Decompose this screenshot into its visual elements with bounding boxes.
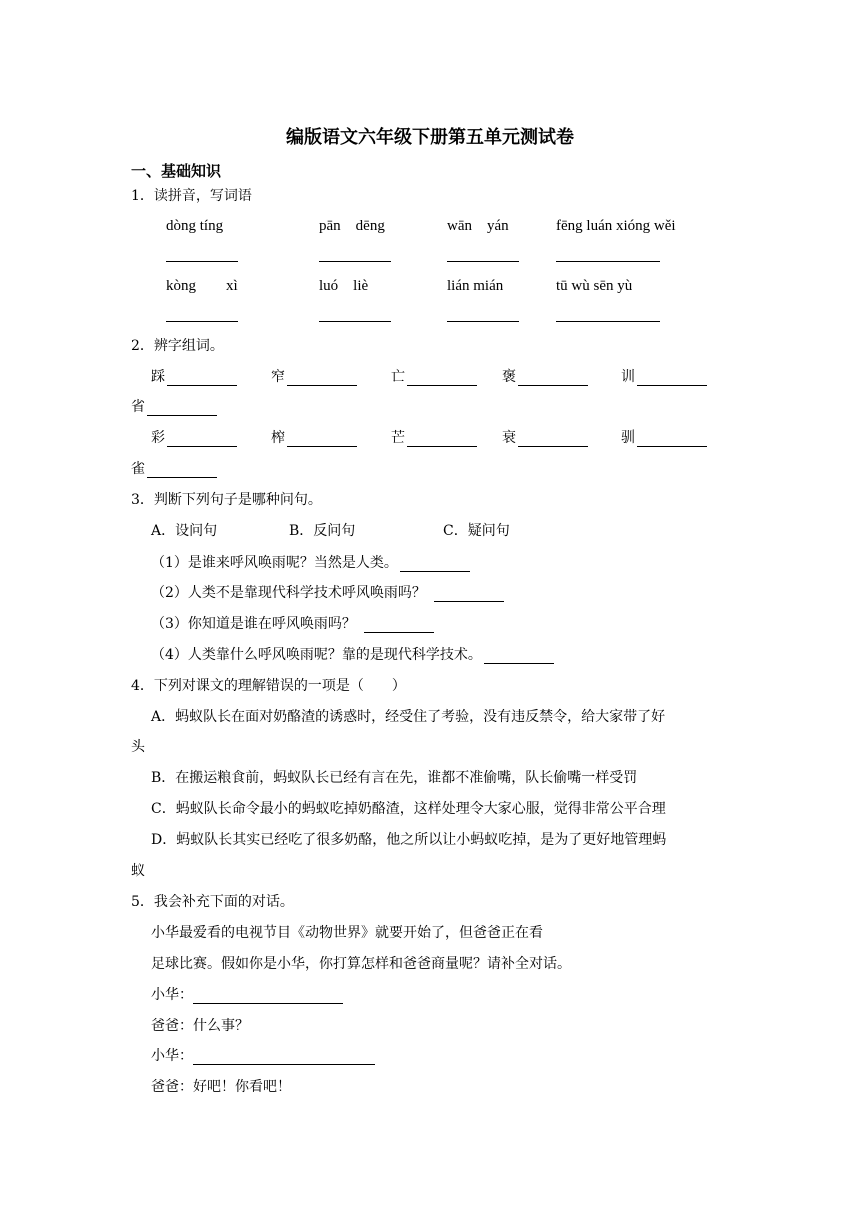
pinyin-item: pān dēng: [319, 218, 385, 234]
choice-d: D．蚂蚁队长其实已经吃了很多奶酪，他之所以让小蚂蚁吃掉，是为了更好地管理蚂: [151, 832, 667, 848]
dialogue-line: 小华：: [151, 986, 343, 1004]
choice-a-wrap: 头: [131, 739, 145, 755]
pinyin-item: wān yán: [447, 218, 509, 234]
dialogue-line: 小华：: [151, 1047, 375, 1065]
char-item: 驯: [621, 429, 707, 447]
answer-blank[interactable]: [364, 618, 434, 633]
page-title: 编版语文六年级下册第五单元测试卷: [286, 127, 574, 148]
pinyin-item: fēng luán xióng wěi: [556, 218, 676, 234]
answer-line[interactable]: [447, 261, 519, 262]
answer-line[interactable]: [319, 321, 391, 322]
question-3-stem: 3．判断下列句子是哪种问句。: [131, 492, 322, 508]
choice-c: C．蚂蚁队长命令最小的蚂蚁吃掉奶酪渣，这样处理令大家心服，觉得非常公平合理: [151, 801, 666, 817]
question-item: （2）人类不是靠现代科学技术呼风唤雨吗？: [151, 584, 504, 602]
char-item: 衰: [502, 429, 588, 447]
answer-blank[interactable]: [518, 371, 588, 386]
answer-line[interactable]: [556, 261, 660, 262]
question-4-stem: 4．下列对课文的理解错误的一项是（ ）: [131, 678, 406, 694]
option-b: B．反问句: [289, 523, 356, 539]
answer-blank[interactable]: [193, 1050, 375, 1065]
section-heading: 一、基础知识: [131, 162, 222, 180]
char-item: 窄: [271, 368, 357, 386]
answer-line[interactable]: [319, 261, 391, 262]
char-item: 雀: [131, 460, 217, 478]
pinyin-item: dòng tíng: [166, 218, 224, 234]
answer-blank[interactable]: [484, 649, 554, 664]
char-item: 省: [131, 398, 217, 416]
question-item: （3）你知道是谁在呼风唤雨吗？: [151, 615, 434, 633]
char-item: 彩: [151, 429, 237, 447]
pinyin-item: lián mián: [447, 278, 504, 294]
answer-blank[interactable]: [167, 432, 237, 447]
answer-blank[interactable]: [637, 371, 707, 386]
answer-blank[interactable]: [147, 463, 217, 478]
char-item: 踩: [151, 368, 237, 386]
answer-line[interactable]: [166, 321, 238, 322]
choice-b: B．在搬运粮食前，蚂蚁队长已经有言在先，谁都不准偷嘴，队长偷嘴一样受罚: [151, 770, 638, 786]
pinyin-item: tū wù sēn yù: [556, 278, 633, 294]
pinyin-item: kòng xì: [166, 278, 238, 294]
choice-d-wrap: 蚁: [131, 863, 145, 879]
question-5-stem: 5．我会补充下面的对话。: [131, 894, 294, 910]
char-item: 芒: [391, 429, 477, 447]
answer-line[interactable]: [556, 321, 660, 322]
dialogue-line: 爸爸：什么事？: [151, 1018, 249, 1034]
answer-blank[interactable]: [400, 557, 470, 572]
question-5-prompt: 小华最爱看的电视节目《动物世界》就要开始了，但爸爸正在看: [151, 925, 543, 941]
choice-a: A．蚂蚁队长在面对奶酪渣的诱惑时，经受住了考验，没有违反禁令，给大家带了好: [151, 709, 666, 725]
answer-blank[interactable]: [407, 432, 477, 447]
answer-blank[interactable]: [637, 432, 707, 447]
answer-blank[interactable]: [193, 989, 343, 1004]
question-item: （4）人类靠什么呼风唤雨呢？靠的是现代科学技术。: [151, 646, 554, 664]
option-c: C．疑问句: [443, 523, 510, 539]
answer-blank[interactable]: [287, 371, 357, 386]
answer-line[interactable]: [166, 261, 238, 262]
question-item: （1）是谁来呼风唤雨呢？当然是人类。: [151, 554, 470, 572]
answer-blank[interactable]: [287, 432, 357, 447]
answer-blank[interactable]: [518, 432, 588, 447]
answer-blank[interactable]: [147, 401, 217, 416]
pinyin-item: luó liè: [319, 278, 369, 294]
char-item: 亡: [391, 368, 477, 386]
answer-line[interactable]: [447, 321, 519, 322]
answer-blank[interactable]: [434, 587, 504, 602]
question-5-prompt: 足球比赛。假如你是小华，你打算怎样和爸爸商量呢？请补全对话。: [151, 956, 571, 972]
char-item: 褒: [502, 368, 588, 386]
option-a: A．设问句: [151, 523, 218, 539]
question-1-stem: 1．读拼音，写词语: [131, 188, 252, 204]
char-item: 训: [621, 368, 707, 386]
question-2-stem: 2．辨字组词。: [131, 338, 224, 354]
char-item: 榨: [271, 429, 357, 447]
answer-blank[interactable]: [407, 371, 477, 386]
answer-blank[interactable]: [167, 371, 237, 386]
dialogue-line: 爸爸：好吧！你看吧！: [151, 1079, 291, 1095]
